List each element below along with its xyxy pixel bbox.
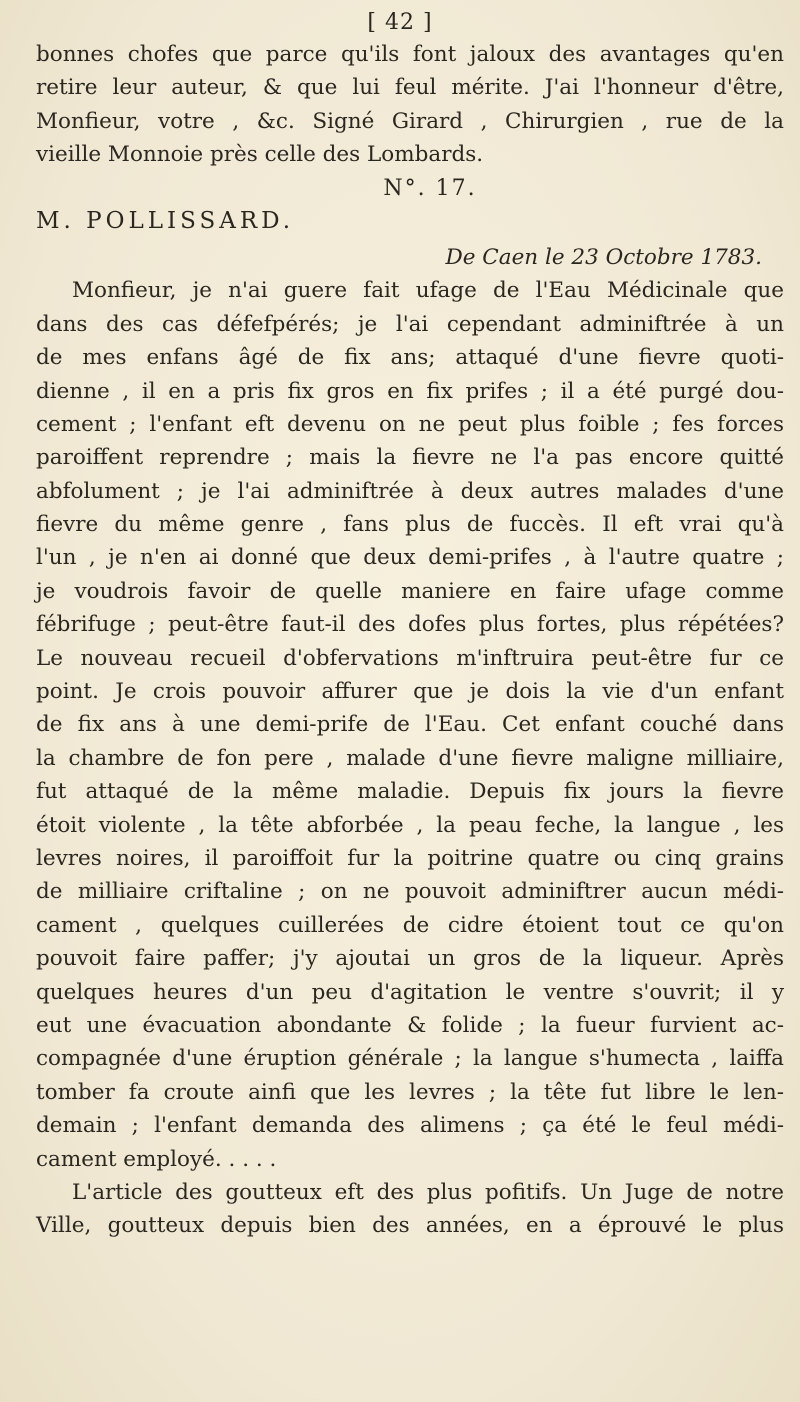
text-line: de fix ans à une demi-prife de l'Eau. Cet enfant couché dans [36, 712, 784, 738]
page-text [36, 38, 784, 1243]
text-line: Ville, goutteux depuis bien des années, en a éprouvé le plus [36, 1213, 784, 1239]
text-line: dienne , il en a pris fix gros en fix prifes ; il a été purgé dou- [36, 378, 784, 404]
text-line: tomber fa croute ainfi que les levres ; la tête fut libre le len- [36, 1079, 784, 1105]
text-line: compagnée d'une éruption générale ; la langue s'humecta , laiffa [36, 1046, 784, 1072]
text-line: cement ; l'enfant eft devenu on ne peut plus foible ; fes forces [36, 411, 784, 437]
text-line: dans des cas défefpérés; je l'ai cependant adminiftrée à un [36, 311, 784, 337]
text-line: Monfieur, votre , &c. Signé Girard , Chirurgien , rue de la [36, 108, 784, 134]
text-line: eut une évacuation abondante & folide ; la fueur furvient ac- [36, 1012, 784, 1038]
text-line: fut attaqué de la même maladie. Depuis fix jours la fievre [36, 779, 784, 805]
text-line: L'article des goutteux eft des plus pofitifs. Un Juge de notre [72, 1179, 784, 1205]
text-line: Le nouveau recueil d'obfervations m'inftruira peut-être fur ce [36, 645, 784, 671]
text-line: l'un , je n'en ai donné que deux demi-prifes , à l'autre quatre ; [36, 545, 784, 571]
text-line: vieille Monnoie près celle des Lombards. [36, 142, 484, 168]
text-line: je voudrois favoir de quelle maniere en faire ufage comme [36, 578, 784, 604]
text-line: paroiffent reprendre ; mais la fievre ne l'a pas encore quitté [36, 445, 784, 471]
text-line: cament , quelques cuillerées de cidre étoient tout ce qu'on [36, 912, 784, 938]
entry-number: N°. 17. [383, 175, 477, 201]
text-line: la chambre de fon pere , malade d'une fievre maligne milliaire, [36, 745, 784, 771]
text-line: levres noires, il paroiffoit fur la poitrine quatre ou cinq grains [36, 845, 784, 871]
text-line: point. Je crois pouvoir affurer que je dois la vie d'un enfant [36, 679, 784, 705]
text-line: étoit violente , la tête abforbée , la peau feche, la langue , les [36, 812, 784, 838]
entry-heading: M. POLLISSARD. [36, 207, 295, 234]
text-line: abfolument ; je l'ai adminiftrée à deux autres malades d'une [36, 478, 784, 504]
text-line: quelques heures d'un peu d'agitation le ventre s'ouvrit; il y [36, 979, 784, 1005]
text-line: demain ; l'enfant demanda des alimens ; ça été le feul médi- [36, 1113, 784, 1139]
text-line: pouvoit faire paffer; j'y ajoutai un gros de la liqueur. Après [36, 946, 784, 972]
text-line: fébrifuge ; peut-être faut-il des dofes plus fortes, plus répétées? [36, 612, 784, 638]
text-line: bonnes chofes que parce qu'ils font jaloux des avantages qu'en [36, 42, 784, 67]
text-line: cament employé. . . . . [36, 1146, 277, 1172]
text-line: de mes enfans âgé de fix ans; attaqué d'une fievre quoti- [36, 345, 784, 371]
letter-dateline: De Caen le 23 Octobre 1783. [445, 244, 762, 270]
text-line: Monfieur, je n'ai guere fait ufage de l'Eau Médicinale que [72, 278, 784, 304]
page-number: [ 42 ] [367, 10, 433, 35]
text-line: retire leur auteur, & que lui feul mérite. J'ai l'honneur d'être, [36, 75, 784, 101]
text-line: fievre du même genre , fans plus de fuccès. Il eft vrai qu'à [36, 512, 784, 538]
text-line: de milliaire criftaline ; on ne pouvoit adminiftrer aucun médi- [36, 879, 784, 905]
